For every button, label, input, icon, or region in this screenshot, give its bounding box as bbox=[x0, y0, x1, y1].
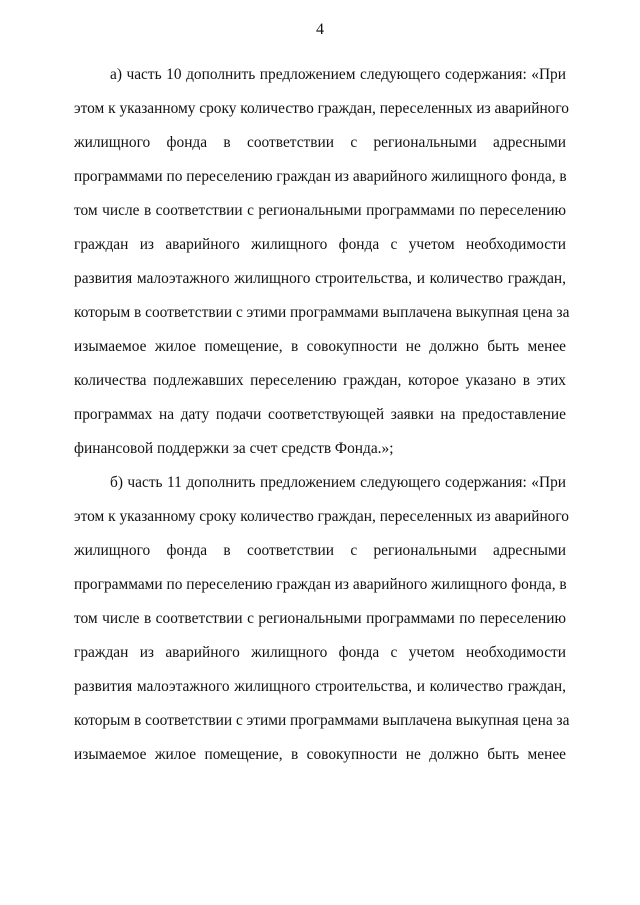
text-line: жилищного фонда в соответствии с региональными адресными bbox=[74, 542, 566, 559]
text-line: граждан из аварийного жилищного фонда с учетом необходимости bbox=[74, 236, 566, 253]
text-line: этом к указанному сроку количество граждан, переселенных из аварийного bbox=[74, 508, 570, 525]
text-line: которым в соответствии с этими программами выплачена выкупная цена за bbox=[74, 304, 570, 321]
text-line: а) часть 10 дополнить предложением следующего содержания: «При bbox=[110, 66, 566, 83]
text-line: которым в соответствии с этими программами выплачена выкупная цена за bbox=[74, 712, 570, 729]
text-line: граждан из аварийного жилищного фонда с учетом необходимости bbox=[74, 644, 566, 661]
text-line: том числе в соответствии с региональными программами по переселению bbox=[74, 610, 566, 627]
text-line: изымаемое жилое помещение, в совокупности не должно быть менее bbox=[74, 746, 566, 763]
text-line: количества подлежавших переселению граждан, которое указано в этих bbox=[74, 372, 566, 389]
text-line: том числе в соответствии с региональными программами по переселению bbox=[74, 202, 566, 219]
text-line: жилищного фонда в соответствии с региональными адресными bbox=[74, 134, 566, 151]
text-line: развития малоэтажного жилищного строительства, и количество граждан, bbox=[74, 678, 566, 695]
text-line: программами по переселению граждан из аварийного жилищного фонда, в bbox=[74, 168, 567, 185]
paragraph-amendment-a bbox=[74, 58, 570, 466]
text-line: б) часть 11 дополнить предложением следующего содержания: «При bbox=[110, 474, 566, 491]
page-number: 4 bbox=[316, 21, 324, 38]
text-line: программами по переселению граждан из аварийного жилищного фонда, в bbox=[74, 576, 567, 593]
text-line: изымаемое жилое помещение, в совокупности не должно быть менее bbox=[74, 338, 566, 355]
text-line: программах на дату подачи соответствующей заявки на предоставление bbox=[74, 406, 566, 423]
text-line: развития малоэтажного жилищного строительства, и количество граждан, bbox=[74, 270, 566, 287]
paragraph-amendment-b bbox=[74, 466, 570, 772]
text-line: финансовой поддержки за счет средств Фонда.»; bbox=[74, 440, 394, 457]
text-line: этом к указанному сроку количество граждан, переселенных из аварийного bbox=[74, 100, 570, 117]
